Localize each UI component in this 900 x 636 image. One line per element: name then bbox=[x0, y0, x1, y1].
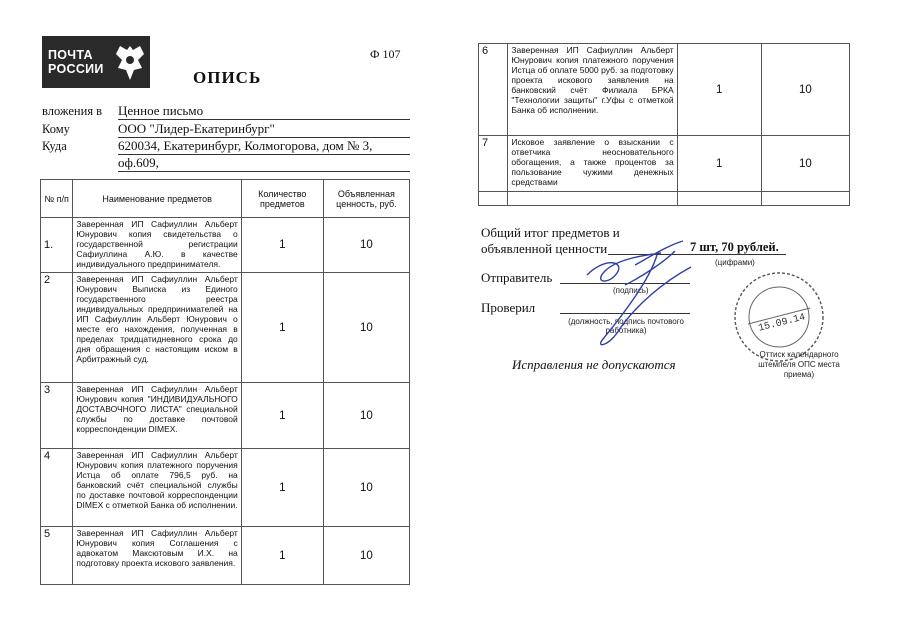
item-value: 10 bbox=[323, 273, 409, 383]
page-title: ОПИСЬ bbox=[193, 68, 262, 87]
table-row bbox=[479, 44, 850, 136]
totals-line1: Общий итог предметов и bbox=[481, 225, 620, 240]
stamp-caption: Оттиск календарного штемпеля ОПС места приема) bbox=[758, 350, 840, 379]
item-desc: Исковое заявление о взыскании с ответчика неосновательного обогащения, а также процентов за пользование чужими денежных средствами bbox=[508, 136, 677, 192]
form-number: Ф 107 bbox=[370, 47, 401, 61]
item-num: 2 bbox=[41, 273, 73, 383]
eagle-emblem-icon bbox=[110, 40, 150, 84]
table-row bbox=[41, 527, 410, 585]
checked-label: Проверил bbox=[481, 300, 536, 315]
table-row bbox=[41, 449, 410, 527]
item-value: 10 bbox=[323, 383, 409, 449]
item-desc: Заверенная ИП Сафиуллин Альберт Юнурович копия свидетельства о государственной регистрации Сафиуллина А.Ю. в качестве индивидуального предпринимателя. bbox=[73, 218, 241, 273]
stamp-date: 15.09.14 bbox=[757, 312, 807, 335]
signature-scribble bbox=[565, 235, 705, 375]
table-row bbox=[479, 136, 850, 192]
item-desc: Заверенная ИП Сафиуллин Альберт Юнурович копия "ИНДИВИДУАЛЬНОГО ДОСТАВОЧНОГО ЛИСТА" специальной службы по доставке почтовой корреспонденции DIMEX. bbox=[73, 383, 241, 449]
where-line2: оф.609, bbox=[118, 155, 410, 172]
item-qty: 1 bbox=[241, 218, 323, 273]
logo-line1: ПОЧТА bbox=[48, 48, 93, 62]
item-qty: 1 bbox=[677, 136, 761, 192]
checked-hint: (должность, подпись почтового работника) bbox=[568, 317, 684, 335]
col-qty-header: Количество предметов bbox=[241, 180, 323, 218]
item-qty: 1 bbox=[241, 527, 323, 585]
table-row bbox=[41, 383, 410, 449]
where-line1: 620034, Екатеринбург, Колмогорова, дом № 3, bbox=[118, 138, 410, 155]
table-row bbox=[41, 218, 410, 273]
item-desc: Заверенная ИП Сафиуллин Альберт Юнурович копия Соглашения с адвокатом Максютовым И.Х. на подготовку проекта искового заявления. bbox=[73, 527, 241, 585]
sender-hint: (подпись) bbox=[613, 286, 649, 295]
item-qty: 1 bbox=[241, 273, 323, 383]
item-num: 3 bbox=[41, 383, 73, 449]
attachment-label: вложения в bbox=[42, 104, 103, 118]
item-desc: Заверенная ИП Сафиуллин Альберт Юнурович копия платежного поручения Истца об оплате 796,5 руб. на банковский счёт специальной службы по доставке почтовой корреспонденции DIMEX с отметкой Банка об исполнении. bbox=[73, 449, 241, 527]
inventory-table-left bbox=[40, 179, 410, 585]
to-value: ООО "Лидер-Екатеринбург" bbox=[118, 121, 410, 138]
totals-line2: объявленной ценности bbox=[481, 241, 608, 256]
table-row bbox=[41, 273, 410, 383]
item-num: 7 bbox=[479, 136, 508, 192]
col-value-header: Объявленная ценность, руб. bbox=[323, 180, 409, 218]
col-num-header: № п/п bbox=[41, 180, 73, 218]
item-qty: 1 bbox=[241, 449, 323, 527]
col-name-header: Наименование предметов bbox=[73, 180, 241, 218]
item-qty: 1 bbox=[241, 383, 323, 449]
corrections-note: Исправления не допускаются bbox=[512, 357, 676, 372]
where-label: Куда bbox=[42, 139, 67, 153]
item-desc: Заверенная ИП Сафиуллин Альберт Юнурович копия платежного поручения Истца об оплате 5000 руб. за подготовку проекта искового заявления на банковский счёт Филиала БРКА "Технологии защиты" г.Уфы с отметкой Банка об исполнении. bbox=[508, 44, 677, 136]
item-value: 10 bbox=[761, 44, 849, 136]
logo-line2: РОССИИ bbox=[48, 62, 104, 76]
item-value: 10 bbox=[323, 449, 409, 527]
item-desc: Заверенная ИП Сафиуллин Альберт Юнурович Выписка из Единого государственного реестра индивидуальных предпринимателей на ИП Сафиуллин Альберт Юнурович о месте его нахождения, полученная в пределах тридцатидневного срока до дня обращения с настоящим иском в Арбитражный суд. bbox=[73, 273, 241, 383]
post-logo bbox=[42, 36, 150, 88]
attachment-value: Ценное письмо bbox=[118, 103, 410, 120]
item-value: 10 bbox=[323, 527, 409, 585]
item-num: 1. bbox=[41, 218, 73, 273]
inventory-table-right bbox=[478, 43, 850, 206]
totals-value: 7 шт, 70 рублей. bbox=[690, 240, 779, 254]
item-num: 4 bbox=[41, 449, 73, 527]
table-row-empty bbox=[479, 192, 850, 206]
item-value: 10 bbox=[761, 136, 849, 192]
sender-label: Отправитель bbox=[481, 270, 553, 285]
item-qty: 1 bbox=[677, 44, 761, 136]
item-num: 6 bbox=[479, 44, 508, 136]
to-label: Кому bbox=[42, 122, 70, 136]
item-num: 5 bbox=[41, 527, 73, 585]
item-value: 10 bbox=[323, 218, 409, 273]
totals-hint: (цифрами) bbox=[715, 258, 755, 267]
